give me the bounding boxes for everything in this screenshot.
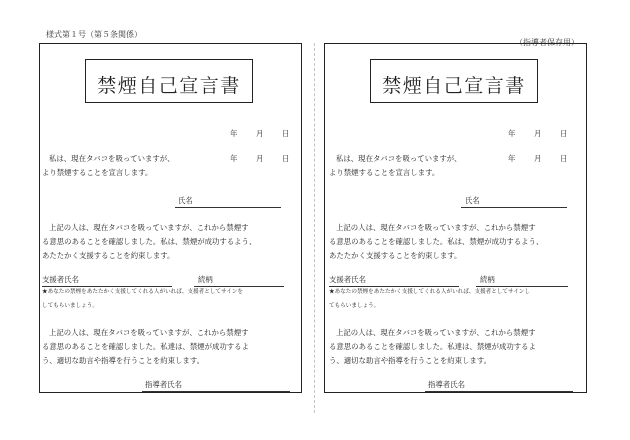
relation-label: 続柄 — [480, 275, 495, 284]
support-note-line-1: ★あなたの禁煙をあたたかく支援してくれる人がいれば、支援者としてサインし — [329, 289, 530, 295]
form-number-label: 様式第１号（第５条関係） — [46, 30, 142, 39]
copy-label: （指導者保存用） — [515, 38, 579, 47]
supporter-text-line-3: あたたかく支援することを約束します。 — [42, 251, 175, 260]
supporter-name-label: 支援者氏名 — [329, 275, 366, 284]
date-year-label: 年 — [230, 129, 238, 138]
instructor-text-line-1: 上記の人は、現在タバコを吸っていますが、これから禁煙す — [49, 328, 249, 337]
supporter-text-line-2: る意思のあることを確認しました。私は、禁煙が成功するよう、 — [42, 237, 257, 246]
instructor-name-label: 指導者氏名 — [145, 380, 182, 389]
date-day-label: 日 — [560, 129, 568, 138]
quit-date-day-label: 日 — [282, 154, 290, 163]
declaration-line-1: 私は、現在タバコを吸っていますが、 — [336, 154, 462, 163]
quit-date-year-label: 年 — [508, 154, 516, 163]
supporter-text-line-1: 上記の人は、現在タバコを吸っていますが、これから禁煙す — [336, 223, 536, 232]
instructor-text-line-2: る意思のあることを確認しました。私達は、禁煙が成功するよ — [329, 342, 536, 351]
support-note-line-1: ★あなたの禁煙をあたたかく支援してくれる人がいれば、支援者としてサインを — [42, 289, 243, 295]
quit-date-month-label: 月 — [534, 154, 542, 163]
instructor-name-line[interactable] — [425, 391, 573, 392]
declaration-line-1: 私は、現在タバコを吸っていますが、 — [49, 154, 175, 163]
support-note-line-2: てもらいましょう。 — [329, 303, 380, 309]
signature-label: 氏名 — [178, 196, 193, 205]
supporter-text-line-3: あたたかく支援することを約束します。 — [329, 251, 462, 260]
date-year-label: 年 — [508, 129, 516, 138]
form-title: 禁煙自己宣言書 — [382, 75, 526, 97]
declaration-line-2: より禁煙することを宣言します。 — [42, 168, 153, 177]
form-title: 禁煙自己宣言書 — [97, 75, 241, 97]
quit-date-day-label: 日 — [560, 154, 568, 163]
declaration-line-2: より禁煙することを宣言します。 — [329, 168, 440, 177]
date-day-label: 日 — [282, 129, 290, 138]
instructor-text-line-3: う、適切な助言や指導を行うことを約束します。 — [42, 356, 205, 365]
support-note-line-2: してもらいましょう。 — [42, 303, 98, 309]
declaration-form-left — [39, 43, 302, 393]
signature-line[interactable] — [175, 207, 281, 208]
date-month-label: 月 — [534, 129, 542, 138]
instructor-text-line-1: 上記の人は、現在タバコを吸っていますが、これから禁煙す — [336, 328, 536, 337]
cut-line — [314, 43, 315, 413]
supporter-text-line-1: 上記の人は、現在タバコを吸っていますが、これから禁煙す — [49, 223, 249, 232]
quit-date-month-label: 月 — [256, 154, 264, 163]
quit-date-year-label: 年 — [230, 154, 238, 163]
date-month-label: 月 — [256, 129, 264, 138]
supporter-text-line-2: る意思のあることを確認しました。私は、禁煙が成功するよう、 — [329, 237, 544, 246]
form-title-box — [370, 59, 538, 103]
signature-label: 氏名 — [465, 196, 480, 205]
supporter-name-label: 支援者氏名 — [42, 275, 79, 284]
declaration-form-right — [324, 43, 587, 393]
instructor-text-line-3: う、適切な助言や指導を行うことを約束します。 — [329, 356, 492, 365]
instructor-text-line-2: る意思のあることを確認しました。私達は、禁煙が成功するよ — [42, 342, 249, 351]
signature-line[interactable] — [461, 207, 567, 208]
instructor-name-line[interactable] — [142, 391, 290, 392]
form-title-box — [85, 59, 253, 103]
relation-label: 続柄 — [198, 275, 213, 284]
instructor-name-label: 指導者氏名 — [428, 380, 465, 389]
